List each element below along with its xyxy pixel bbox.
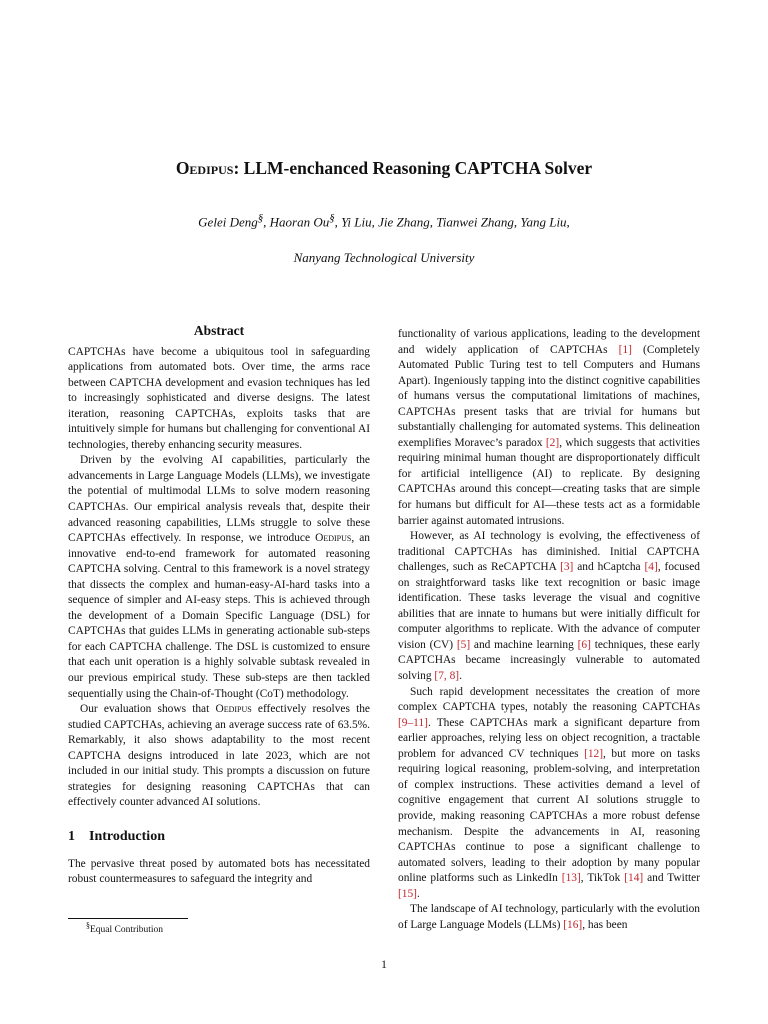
rc-p2-d: and machine learning xyxy=(470,638,578,651)
abstract-p3-system-name: Oedipus xyxy=(215,703,252,716)
abstract-p3-text-b: effectively resolves the studied CAPTCHAs, achieving an average success rate of 63.5%. Remarkably, it also shows adaptability to the most recent CAPTCHA designs introduced in late 2023, which are not included in our initial study. This prompts a discussion on future strategies for designing reasoning CAPTCHAs that can effectively counter advanced AI solutions. xyxy=(68,703,370,809)
author-separator: , xyxy=(263,214,270,230)
footnote-text: Equal Contribution xyxy=(89,925,164,936)
title-rest: : LLM-enchanced Reasoning CAPTCHA Solver xyxy=(233,158,593,178)
abstract-p2-text-b: , an innovative end-to-end framework for automated reasoning CAPTCHA solving. Central to this framework is a novel strategy that dissects the complex and human-easy-AI-hard tasks into a sequence of simpler and AI-easy steps. This is achieved through the development of a Domain Specific Language (DSL) for CAPTCHAs that guides LLMs in generating actionable sub-steps for each CAPTCHA challenge. The DSL is customized to ensure that each unit operation is a highly solvable subtask revealed in our previous empirical study. These sub-steps are then tackled sequentially using the Chain-of-Thought (CoT) methodology. xyxy=(68,532,370,700)
footnote xyxy=(86,921,163,935)
abstract-paragraph-3 xyxy=(68,702,370,811)
rc-p1-b: (Completely Automated Public Turing test to tell Computers and Humans Apart). Ingeniously tapping into the distinct cognitive capabilities of humans versus the computational limitations of machines, CAPTCHAs present tasks that are trivial for humans but substantially challenging for automated systems. This delineation exemplifies Moravec’s paradox xyxy=(398,343,700,449)
citation-link[interactable]: [13] xyxy=(561,872,581,885)
equal-contribution-mark-2: § xyxy=(329,212,335,224)
intro-paragraph-1: The pervasive threat posed by automated bots has necessitated robust countermeasures to safeguard the integrity and xyxy=(68,857,370,886)
citation-link[interactable]: [2] xyxy=(545,436,560,449)
rc-p4-a: The landscape of AI technology, particularly with the evolution of Large Language Models (LLMs) xyxy=(398,903,700,931)
abstract-p2-system-name: Oedipus xyxy=(315,532,352,545)
footnote-rule xyxy=(68,918,188,919)
right-paragraph-1 xyxy=(398,327,700,529)
abstract-paragraph-1: CAPTCHAs have become a ubiquitous tool in safeguarding applications from automated bots. Over time, the arms race between CAPTCHA development and evasion techniques has led to increasingly sophisticated and diverse designs. The latest iteration, reasoning CAPTCHAs, exploits tasks that are intuitively simple for humans but challenging for conventional AI technologies, thereby enhancing security measures. xyxy=(68,345,370,451)
rc-p2-c: , focused on straightforward tasks like text recognition or basic image identification. These tasks leverage the visual and cognitive abilities that are innate to humans but were initially difficult for computer algorithms to replicate. With the advance of computer vision (CV) xyxy=(398,561,700,651)
rc-p3-f: . xyxy=(416,887,420,900)
section-title: Introduction xyxy=(89,828,165,844)
section-heading-introduction xyxy=(68,829,370,845)
section-number: 1 xyxy=(68,828,75,844)
paper-title xyxy=(0,158,768,179)
right-column xyxy=(398,327,700,933)
page-number: 1 xyxy=(381,959,387,971)
author-2: Haoran Ou xyxy=(269,214,330,230)
rc-p2-b: and hCaptcha xyxy=(573,561,645,574)
citation-link[interactable]: [16] xyxy=(563,918,583,931)
rc-p1-c: , which suggests that activities requiring minimal human thought are disproportionately difficult for artificial intelligence (AI) to replicate. By designing CAPTCHAs around this concept—creating tasks that are simple for humans but difficult for AI—these tests act as a formidable barrier against automated intrusions. xyxy=(398,436,700,527)
right-paragraph-3 xyxy=(398,685,700,903)
rc-p3-c: , but more on tasks requiring logical reasoning, problem-solving, and interpretation of complex instructions. These activities demand a level of cognitive engagement that current AI solutions struggle to provide, making reasoning CAPTCHAs a more robust defense mechanism. Despite the advancements in AI, reasoning CAPTCHAs continue to pose a significant challenge to automated solvers, leading to their adoption by many popular online platforms such as LinkedIn xyxy=(398,747,701,885)
footnote-mark: § xyxy=(86,921,90,930)
citation-link[interactable]: [7, 8] xyxy=(434,670,460,683)
abstract-heading: Abstract xyxy=(193,323,245,338)
abstract-p3-text-a: Our evaluation shows that xyxy=(80,703,216,716)
rc-p3-b: . These CAPTCHAs mark a significant departure from earlier approaches, relying less on object recognition, a tractable problem for advanced CV techniques xyxy=(398,716,700,760)
affiliation: Nanyang Technological University xyxy=(293,250,475,265)
citation-link[interactable]: [14] xyxy=(624,872,644,885)
author-rest: , Yi Liu, Jie Zhang, Tianwei Zhang, Yang Liu, xyxy=(334,214,570,230)
right-paragraph-2 xyxy=(398,529,700,684)
citation-link[interactable]: [3] xyxy=(560,561,574,574)
rc-p2-f: . xyxy=(459,670,462,683)
citation-link[interactable]: [15] xyxy=(398,887,417,900)
rc-p3-e: and Twitter xyxy=(643,872,700,885)
rc-p4-b: , has been xyxy=(582,918,628,931)
abstract-paragraph-2 xyxy=(68,453,370,702)
rc-p3-d: , TikTok xyxy=(580,872,625,885)
author-1: Gelei Deng xyxy=(198,214,258,230)
citation-link[interactable]: [9–11] xyxy=(398,716,428,729)
system-name: Oedipus xyxy=(175,158,234,178)
abstract-p2-text-a: Driven by the evolving AI capabilities, particularly the advancements in Large Language Models (LLMs), we investigate the potential of multimodal LLMs to solve modern reasoning CAPTCHAs. Our empirical analysis reveals that, despite their advanced reasoning capabilities, LLMs struggle to solve these CAPTCHAs effectively. In response, we introduce xyxy=(68,454,370,545)
citation-link[interactable]: [6] xyxy=(577,638,591,651)
left-column xyxy=(68,323,370,888)
author-list xyxy=(0,212,768,230)
citation-link[interactable]: [1] xyxy=(618,343,632,356)
equal-contribution-mark-1: § xyxy=(257,212,264,224)
citation-link[interactable]: [4] xyxy=(644,561,658,574)
rc-p3-a: Such rapid development necessitates the creation of more complex CAPTCHA types, notably the reasoning CAPTCHAs xyxy=(398,685,700,714)
rc-p2-a: However, as AI technology is evolving, the effectiveness of traditional CAPTCHAs has diminished. Initial CAPTCHA challenges, such as ReCAPTCHA xyxy=(398,530,700,574)
citation-link[interactable]: [5] xyxy=(456,638,471,651)
rc-p1-a: functionality of various applications, leading to the development and widely application of CAPTCHAs xyxy=(398,328,700,356)
citation-link[interactable]: [12] xyxy=(584,747,604,760)
rc-p2-e: techniques, these early CAPTCHAs became increasingly vulnerable to automated solving xyxy=(398,638,700,683)
right-paragraph-4 xyxy=(398,902,700,933)
